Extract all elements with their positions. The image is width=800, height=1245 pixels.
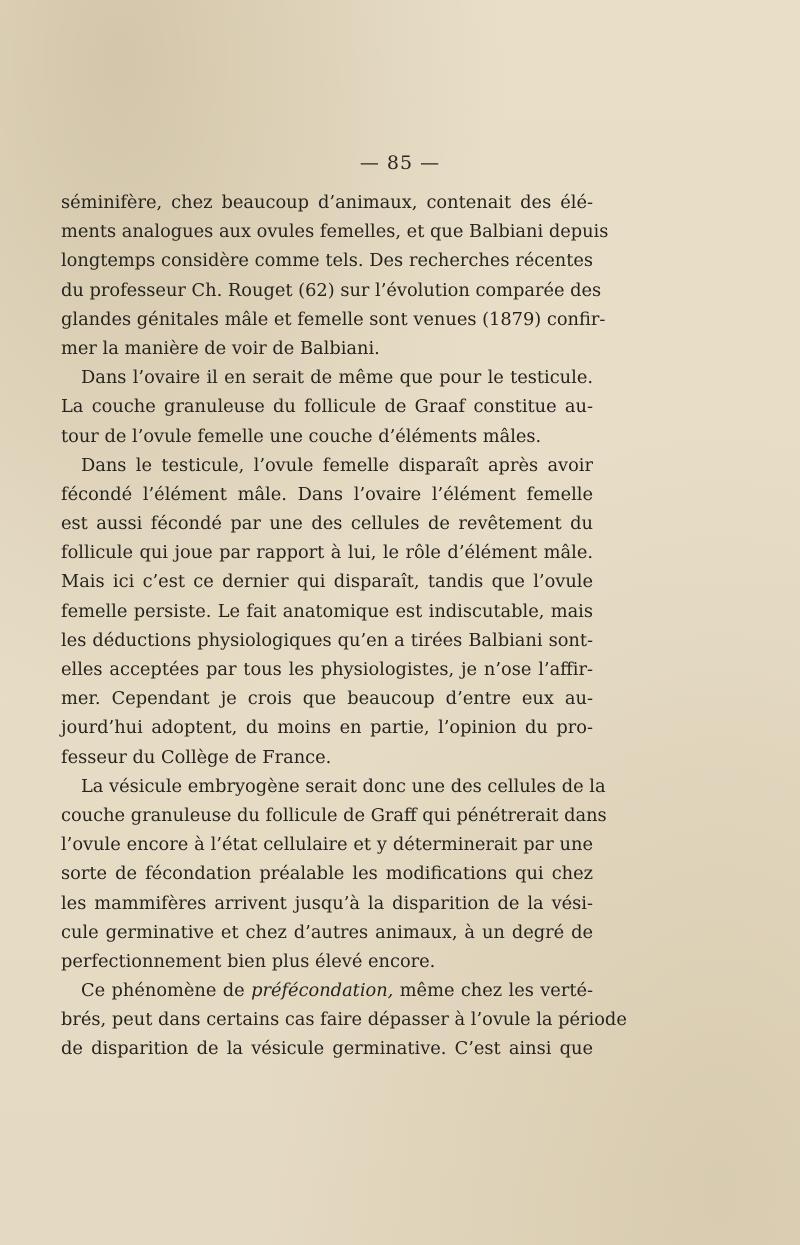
text-line: glandes génitales mâle et femelle sont venues (1879) confir- xyxy=(61,308,606,330)
text-line: sorte de fécondation préalable les modifications qui chez xyxy=(61,863,593,885)
paragraph xyxy=(61,188,609,363)
text-line: brés, peut dans certains cas faire dépasser à l’ovule la période xyxy=(61,1009,627,1031)
text-line: longtemps considère comme tels. Des recherches récentes xyxy=(61,250,593,272)
text-line: follicule qui joue par rapport à lui, le rôle d’élément mâle. xyxy=(61,542,593,564)
text-line: du professeur Ch. Rouget (62) sur l’évolution comparée des xyxy=(61,279,602,301)
text-line: Mais ici c’est ce dernier qui disparaît, tandis que l’ovule xyxy=(61,571,593,593)
paragraph xyxy=(61,976,627,1064)
text-line: est aussi fécondé par une des cellules de revêtement du xyxy=(61,513,593,535)
paragraph xyxy=(61,772,607,976)
emphasized-term: préfécondation, xyxy=(251,980,394,1002)
text-line: elles acceptées par tous les physiologistes, je n’ose l’affir- xyxy=(61,659,593,680)
text-line: couche granuleuse du follicule de Graff qui pénétrerait dans xyxy=(61,804,607,826)
text-line xyxy=(61,976,593,1005)
text-line: jourd’hui adoptent, du moins en partie, l’opinion du pro- xyxy=(61,717,593,739)
paragraph xyxy=(61,451,593,772)
text-line: tour de l’ovule femelle une couche d’éléments mâles. xyxy=(61,425,542,447)
text-line: fécondé l’élément mâle. Dans l’ovaire l’élément femelle xyxy=(61,483,593,505)
text-line: l’ovule encore à l’état cellulaire et y déterminerait par une xyxy=(61,834,593,856)
text-line: mer la manière de voir de Balbiani. xyxy=(61,337,380,359)
text-line: fesseur du Collège de France. xyxy=(61,746,332,768)
text-line: femelle persiste. Le fait anatomique est indiscutable, mais xyxy=(61,600,593,622)
text-line: cule germinative et chez d’autres animaux, à un degré de xyxy=(61,921,593,943)
text-line: de disparition de la vésicule germinative. C’est ainsi que xyxy=(61,1038,593,1060)
text-line: La vésicule embryogène serait donc une des cellules de la xyxy=(81,775,606,797)
page-number: — 85 — xyxy=(359,152,441,174)
paragraph xyxy=(61,363,593,451)
text-line: mer. Cependant je crois que beaucoup d’entre eux au- xyxy=(61,688,593,710)
text-line: les déductions physiologiques qu’en a tirées Balbiani sont- xyxy=(61,629,593,651)
text-run: même chez les verté- xyxy=(393,980,593,1002)
body-text xyxy=(61,188,627,1064)
text-run: Ce phénomène de xyxy=(81,980,252,1002)
text-line: La couche granuleuse du follicule de Graaf constitue au- xyxy=(61,396,593,418)
text-line: Dans l’ovaire il en serait de même que pour le testicule. xyxy=(81,367,593,389)
text-line: perfectionnement bien plus élevé encore. xyxy=(61,950,436,972)
text-line: ments analogues aux ovules femelles, et que Balbiani depuis xyxy=(61,221,609,243)
text-line: les mammifères arrivent jusqu’à la disparition de la vési- xyxy=(61,892,593,914)
text-line: Dans le testicule, l’ovule femelle disparaît après avoir xyxy=(81,454,593,476)
text-line: séminifère, chez beaucoup d’animaux, contenait des élé- xyxy=(61,192,593,213)
